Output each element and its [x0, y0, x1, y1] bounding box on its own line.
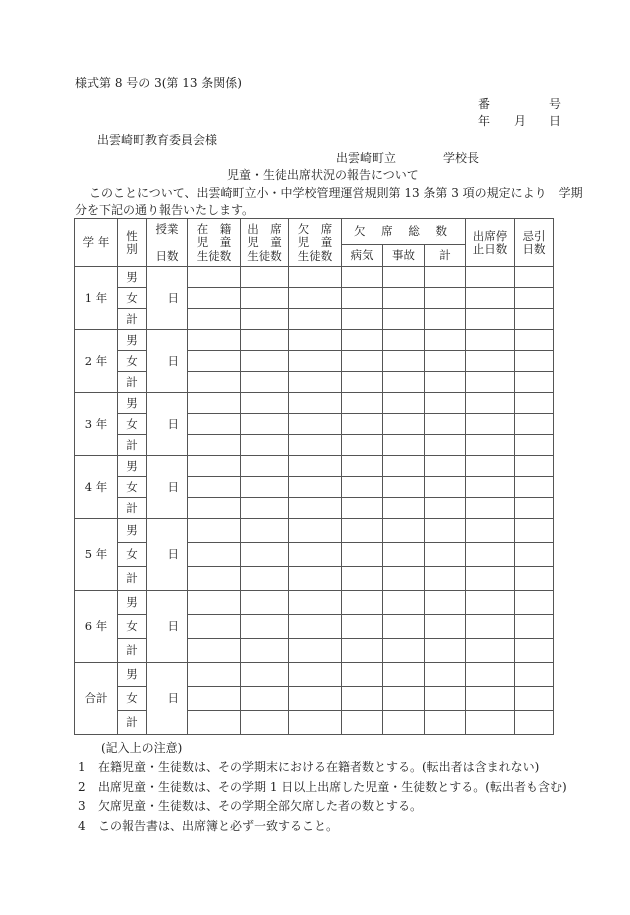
enrolled-cell[interactable] — [188, 267, 241, 288]
attended-cell[interactable] — [241, 351, 289, 372]
sum-cell[interactable] — [425, 567, 466, 591]
accident-cell[interactable] — [383, 498, 425, 519]
suspension-cell[interactable] — [466, 267, 515, 288]
enrolled-cell[interactable] — [188, 393, 241, 414]
suspension-cell[interactable] — [466, 456, 515, 477]
accident-cell[interactable] — [383, 543, 425, 567]
grade-label: 4 年 — [75, 456, 118, 519]
accident-cell[interactable] — [383, 414, 425, 435]
suspension-cell[interactable] — [466, 567, 515, 591]
table-row — [75, 267, 554, 288]
mourning-cell[interactable] — [515, 663, 554, 687]
enrolled-cell[interactable] — [188, 351, 241, 372]
accident-cell[interactable] — [383, 288, 425, 309]
class-days-cell[interactable]: 日 — [147, 456, 188, 519]
header-class-days-1: 授業 — [155, 221, 179, 236]
sex-label: 計 — [118, 711, 147, 735]
accident-cell[interactable] — [383, 711, 425, 735]
sick-cell[interactable] — [342, 687, 383, 711]
body-text-line1: このことについて、出雲崎町立小・中学校管理運営規則第 13 条第 3 項の規定により 学期 — [89, 186, 583, 200]
absent-cell[interactable] — [289, 663, 342, 687]
header-enrolled-3: 生徒数 — [196, 248, 232, 263]
suspension-cell[interactable] — [466, 639, 515, 663]
accident-cell[interactable] — [383, 477, 425, 498]
accident-cell[interactable] — [383, 309, 425, 330]
sum-cell[interactable] — [425, 711, 466, 735]
suspension-cell[interactable] — [466, 615, 515, 639]
absent-cell[interactable] — [289, 639, 342, 663]
accident-cell[interactable] — [383, 687, 425, 711]
enrolled-cell[interactable] — [188, 567, 241, 591]
sex-label: 計 — [118, 639, 147, 663]
enrolled-cell[interactable] — [188, 639, 241, 663]
header-grade: 学 年 — [75, 219, 118, 267]
mourning-cell[interactable] — [515, 567, 554, 591]
mourning-cell[interactable] — [515, 435, 554, 456]
mourning-cell[interactable] — [515, 372, 554, 393]
mourning-cell[interactable] — [515, 498, 554, 519]
enrolled-cell[interactable] — [188, 288, 241, 309]
class-days-cell[interactable]: 日 — [147, 330, 188, 393]
enrolled-cell[interactable] — [188, 615, 241, 639]
header-enrolled — [188, 219, 241, 267]
accident-cell[interactable] — [383, 639, 425, 663]
suspension-cell[interactable] — [466, 591, 515, 615]
suspension-cell[interactable] — [466, 414, 515, 435]
mourning-cell[interactable] — [515, 687, 554, 711]
header-absent-1: 欠 席 — [297, 221, 333, 236]
sex-label: 男 — [118, 663, 147, 687]
header-attended-3: 生徒数 — [247, 248, 282, 263]
attended-cell[interactable] — [241, 393, 289, 414]
sex-label: 女 — [118, 615, 147, 639]
grade-label: 合計 — [75, 663, 118, 735]
table-row — [75, 393, 554, 414]
attended-cell[interactable] — [241, 456, 289, 477]
note-text: 欠席児童・生徒数は、その学期全部欠席した者の数とする。 — [98, 799, 423, 813]
suspension-cell[interactable] — [466, 330, 515, 351]
note-number: 4 — [78, 818, 86, 833]
sum-cell[interactable] — [425, 519, 466, 543]
table-row — [75, 639, 554, 663]
sick-cell[interactable] — [342, 477, 383, 498]
header-mourning-2: 日数 — [522, 241, 546, 256]
class-days-cell[interactable]: 日 — [147, 267, 188, 330]
sum-cell[interactable] — [425, 435, 466, 456]
absent-cell[interactable] — [289, 414, 342, 435]
absent-cell[interactable] — [289, 372, 342, 393]
mourning-cell[interactable] — [515, 591, 554, 615]
suspension-cell[interactable] — [466, 393, 515, 414]
class-days-cell[interactable]: 日 — [147, 519, 188, 591]
note-number: 3 — [78, 799, 86, 813]
table-row — [75, 477, 554, 498]
attended-cell[interactable] — [241, 687, 289, 711]
table-row — [75, 687, 554, 711]
suspension-cell[interactable] — [466, 288, 515, 309]
mourning-cell[interactable] — [515, 309, 554, 330]
sick-cell[interactable] — [342, 456, 383, 477]
table-row — [75, 288, 554, 309]
grade-label: 1 年 — [75, 267, 118, 330]
header-suspension-2: 止日数 — [472, 241, 508, 256]
attended-cell[interactable] — [241, 330, 289, 351]
mourning-cell[interactable] — [515, 456, 554, 477]
date-year-label: 年 — [478, 114, 491, 128]
sex-label: 計 — [118, 435, 147, 456]
sum-cell[interactable] — [425, 267, 466, 288]
sick-cell[interactable] — [342, 498, 383, 519]
sex-label: 男 — [118, 393, 147, 414]
header-sick: 病気 — [342, 245, 383, 267]
attended-cell[interactable] — [241, 414, 289, 435]
sum-cell[interactable] — [425, 456, 466, 477]
accident-cell[interactable] — [383, 372, 425, 393]
sum-cell[interactable] — [425, 351, 466, 372]
suspension-cell[interactable] — [466, 435, 515, 456]
mourning-cell[interactable] — [515, 288, 554, 309]
absent-cell[interactable] — [289, 267, 342, 288]
header-suspension-1: 出席停 — [472, 228, 508, 243]
suspension-cell[interactable] — [466, 309, 515, 330]
absent-cell[interactable] — [289, 435, 342, 456]
header-suspension-days — [466, 219, 515, 267]
header-sum: 計 — [425, 245, 466, 267]
suspension-cell[interactable] — [466, 711, 515, 735]
sender-school-prefix: 出雲崎町立 — [336, 151, 397, 165]
sick-cell[interactable] — [342, 393, 383, 414]
accident-cell[interactable] — [383, 519, 425, 543]
accident-cell[interactable] — [383, 456, 425, 477]
note-text: 在籍児童・生徒数は、その学期末における在籍者数とする。(転出者は含まれない) — [98, 760, 540, 774]
suspension-cell[interactable] — [466, 687, 515, 711]
table-row — [75, 663, 554, 687]
header-sex-2: 別 — [126, 241, 138, 256]
header-mourning-1: 忌引 — [522, 228, 546, 243]
sum-cell[interactable] — [425, 330, 466, 351]
sick-cell[interactable] — [342, 591, 383, 615]
absent-cell[interactable] — [289, 351, 342, 372]
sick-cell[interactable] — [342, 372, 383, 393]
absent-cell[interactable] — [289, 393, 342, 414]
mourning-cell[interactable] — [515, 351, 554, 372]
accident-cell[interactable] — [383, 567, 425, 591]
attended-cell[interactable] — [241, 519, 289, 543]
mourning-cell[interactable] — [515, 639, 554, 663]
attended-cell[interactable] — [241, 615, 289, 639]
table-row — [75, 456, 554, 477]
table-row — [75, 615, 554, 639]
sum-cell[interactable] — [425, 477, 466, 498]
table-row — [75, 591, 554, 615]
mourning-cell[interactable] — [515, 477, 554, 498]
sick-cell[interactable] — [342, 288, 383, 309]
sum-cell[interactable] — [425, 663, 466, 687]
sex-label: 計 — [118, 372, 147, 393]
table-row — [75, 372, 554, 393]
suspension-cell[interactable] — [466, 351, 515, 372]
absent-cell[interactable] — [289, 309, 342, 330]
enrolled-cell[interactable] — [188, 414, 241, 435]
suspension-cell[interactable] — [466, 543, 515, 567]
sex-label: 女 — [118, 288, 147, 309]
sex-label: 計 — [118, 498, 147, 519]
sex-label: 女 — [118, 351, 147, 372]
sick-cell[interactable] — [342, 330, 383, 351]
number-label-go: 号 — [549, 97, 562, 111]
enrolled-cell[interactable] — [188, 591, 241, 615]
sick-cell[interactable] — [342, 309, 383, 330]
header-sex — [118, 219, 147, 267]
sick-cell[interactable] — [342, 711, 383, 735]
table-row — [75, 567, 554, 591]
header-absent-2: 児 童 — [297, 235, 333, 249]
absent-cell[interactable] — [289, 543, 342, 567]
table-row — [75, 543, 554, 567]
accident-cell[interactable] — [383, 393, 425, 414]
absent-cell[interactable] — [289, 288, 342, 309]
attended-cell[interactable] — [241, 639, 289, 663]
sex-label: 男 — [118, 330, 147, 351]
mourning-cell[interactable] — [515, 414, 554, 435]
sum-cell[interactable] — [425, 591, 466, 615]
attended-cell[interactable] — [241, 663, 289, 687]
grade-label: 3 年 — [75, 393, 118, 456]
suspension-cell[interactable] — [466, 477, 515, 498]
attended-cell[interactable] — [241, 477, 289, 498]
sum-cell[interactable] — [425, 639, 466, 663]
absent-cell[interactable] — [289, 615, 342, 639]
sick-cell[interactable] — [342, 663, 383, 687]
sick-cell[interactable] — [342, 615, 383, 639]
sum-cell[interactable] — [425, 615, 466, 639]
note-text: この報告書は、出席簿と必ず一致すること。 — [98, 818, 339, 833]
attended-cell[interactable] — [241, 372, 289, 393]
mourning-cell[interactable] — [515, 267, 554, 288]
attended-cell[interactable] — [241, 711, 289, 735]
enrolled-cell[interactable] — [188, 435, 241, 456]
body-text-line2: 分を下記の通り報告いたします。 — [75, 203, 255, 217]
attended-cell[interactable] — [241, 267, 289, 288]
table-row — [75, 711, 554, 735]
sex-label: 女 — [118, 543, 147, 567]
header-sex-1: 性 — [126, 228, 138, 243]
mourning-cell[interactable] — [515, 330, 554, 351]
header-class-days — [147, 219, 188, 267]
header-absence-total: 欠 席 総 数 — [342, 219, 466, 245]
suspension-cell[interactable] — [466, 663, 515, 687]
suspension-cell[interactable] — [466, 498, 515, 519]
suspension-cell[interactable] — [466, 372, 515, 393]
enrolled-cell[interactable] — [188, 372, 241, 393]
absent-cell[interactable] — [289, 330, 342, 351]
addressee: 出雲崎町教育委員会様 — [97, 133, 218, 147]
sex-label: 女 — [118, 414, 147, 435]
header-attended — [241, 219, 289, 267]
sum-cell[interactable] — [425, 414, 466, 435]
sick-cell[interactable] — [342, 414, 383, 435]
sex-label: 計 — [118, 567, 147, 591]
sick-cell[interactable] — [342, 639, 383, 663]
grade-label: 2 年 — [75, 330, 118, 393]
header-absent — [289, 219, 342, 267]
sum-cell[interactable] — [425, 393, 466, 414]
sex-label: 男 — [118, 267, 147, 288]
sum-cell[interactable] — [425, 372, 466, 393]
table-row — [75, 414, 554, 435]
accident-cell[interactable] — [383, 615, 425, 639]
note-text: 出席児童・生徒数は、その学期 1 日以上出席した児童・生徒数とする。(転出者も含む) — [98, 779, 567, 794]
table-row — [75, 330, 554, 351]
sick-cell[interactable] — [342, 435, 383, 456]
attended-cell[interactable] — [241, 435, 289, 456]
header-enrolled-1: 在 籍 — [196, 221, 232, 236]
enrolled-cell[interactable] — [188, 498, 241, 519]
sum-cell[interactable] — [425, 543, 466, 567]
grade-label: 5 年 — [75, 519, 118, 591]
enrolled-cell[interactable] — [188, 663, 241, 687]
form-number: 様式第 8 号の 3(第 13 条関係) — [75, 76, 242, 90]
header-enrolled-2: 児 童 — [196, 235, 232, 249]
date-day-label: 日 — [549, 114, 562, 128]
mourning-cell[interactable] — [515, 519, 554, 543]
header-attended-2: 児 童 — [247, 235, 282, 249]
header-class-days-2: 日数 — [155, 248, 179, 263]
accident-cell[interactable] — [383, 267, 425, 288]
attended-cell[interactable] — [241, 543, 289, 567]
enrolled-cell[interactable] — [188, 309, 241, 330]
header-absent-3: 生徒数 — [297, 248, 333, 263]
suspension-cell[interactable] — [466, 519, 515, 543]
mourning-cell[interactable] — [515, 711, 554, 735]
accident-cell[interactable] — [383, 435, 425, 456]
sum-cell[interactable] — [425, 498, 466, 519]
sick-cell[interactable] — [342, 543, 383, 567]
accident-cell[interactable] — [383, 351, 425, 372]
class-days-cell[interactable]: 日 — [147, 591, 188, 663]
absent-cell[interactable] — [289, 567, 342, 591]
sick-cell[interactable] — [342, 567, 383, 591]
header-accident: 事故 — [383, 245, 425, 267]
header-attended-1: 出 席 — [247, 221, 282, 236]
absent-cell[interactable] — [289, 456, 342, 477]
absent-cell[interactable] — [289, 591, 342, 615]
absent-cell[interactable] — [289, 519, 342, 543]
attended-cell[interactable] — [241, 498, 289, 519]
table-row — [75, 498, 554, 519]
sick-cell[interactable] — [342, 267, 383, 288]
sex-label: 女 — [118, 477, 147, 498]
sum-cell[interactable] — [425, 288, 466, 309]
enrolled-cell[interactable] — [188, 711, 241, 735]
table-row — [75, 435, 554, 456]
sick-cell[interactable] — [342, 519, 383, 543]
attended-cell[interactable] — [241, 309, 289, 330]
attended-cell[interactable] — [241, 288, 289, 309]
mourning-cell[interactable] — [515, 543, 554, 567]
class-days-cell[interactable]: 日 — [147, 663, 188, 735]
enrolled-cell[interactable] — [188, 543, 241, 567]
notes-heading: (記入上の注意) — [101, 741, 183, 755]
enrolled-cell[interactable] — [188, 477, 241, 498]
sex-label: 女 — [118, 687, 147, 711]
enrolled-cell[interactable] — [188, 519, 241, 543]
sender-principal: 学校長 — [443, 151, 480, 165]
note-number: 2 — [78, 779, 86, 794]
note-number: 1 — [78, 760, 86, 774]
document-title: 児童・生徒出席状況の報告について — [227, 168, 419, 182]
sex-label: 男 — [118, 456, 147, 477]
sex-label: 計 — [118, 309, 147, 330]
number-label-ban: 番 — [478, 97, 491, 111]
attended-cell[interactable] — [241, 591, 289, 615]
absent-cell[interactable] — [289, 711, 342, 735]
table-row — [75, 309, 554, 330]
class-days-cell[interactable]: 日 — [147, 393, 188, 456]
attended-cell[interactable] — [241, 567, 289, 591]
absent-cell[interactable] — [289, 687, 342, 711]
absent-cell[interactable] — [289, 498, 342, 519]
accident-cell[interactable] — [383, 330, 425, 351]
grade-label: 6 年 — [75, 591, 118, 663]
accident-cell[interactable] — [383, 591, 425, 615]
sum-cell[interactable] — [425, 309, 466, 330]
accident-cell[interactable] — [383, 663, 425, 687]
attendance-table — [74, 218, 554, 735]
enrolled-cell[interactable] — [188, 330, 241, 351]
date-month-label: 月 — [514, 114, 527, 128]
sick-cell[interactable] — [342, 351, 383, 372]
enrolled-cell[interactable] — [188, 687, 241, 711]
table-row — [75, 519, 554, 543]
sex-label: 男 — [118, 591, 147, 615]
mourning-cell[interactable] — [515, 615, 554, 639]
absent-cell[interactable] — [289, 477, 342, 498]
enrolled-cell[interactable] — [188, 456, 241, 477]
sex-label: 男 — [118, 519, 147, 543]
header-mourning-days — [515, 219, 554, 267]
sum-cell[interactable] — [425, 687, 466, 711]
table-row — [75, 351, 554, 372]
mourning-cell[interactable] — [515, 393, 554, 414]
